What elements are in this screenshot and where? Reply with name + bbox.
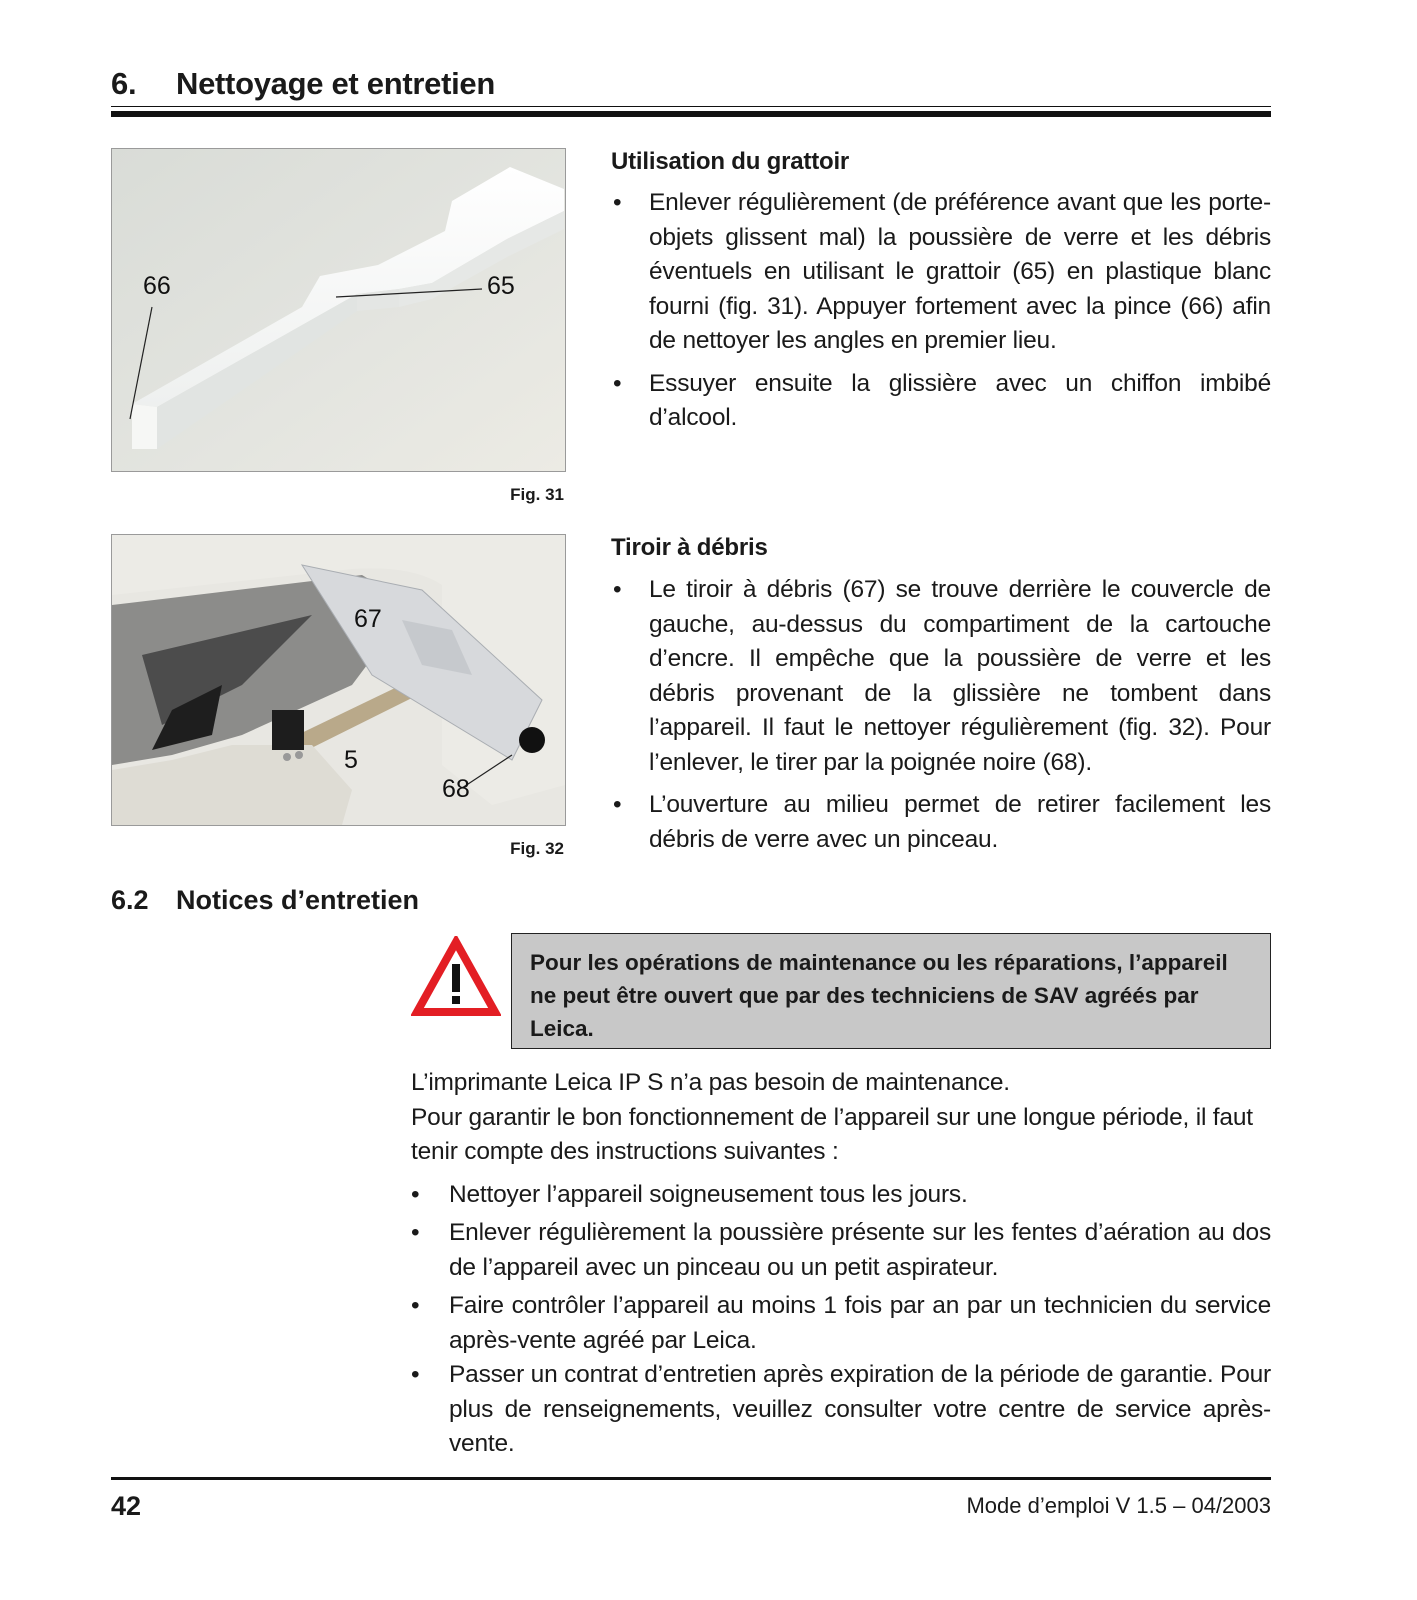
drawer-list — [611, 573, 1271, 857]
drawer-instructions — [611, 573, 1271, 865]
section-title: Notices d’entretien — [176, 885, 420, 915]
list-item: • Passer un contrat d’entretien après expiration de la période de garantie. Pour plus de renseignements, veuillez consulter votre centre de service après-vente. — [411, 1361, 1272, 1457]
page-number: 42 — [111, 1491, 142, 1521]
list-item: • Le tiroir à débris (67) se trouve derrière le couvercle de gauche, au-dessus du compartiment de la cartouche d’encre. Il empêche que la poussière de verre et les débris provenant de la glissière ne tombent dans l’appareil. Il faut le nettoyer régulièrement (fig. 32). Pour l’enlever, le tirer par la poignée noire (68). — [613, 576, 1271, 776]
list-item: • L’ouverture au milieu permet de retirer facilement les débris de verre avec un pinceau. — [613, 791, 1271, 853]
figure-31-caption: Fig. 31 — [510, 485, 564, 504]
figure-31-scraper-photo — [111, 148, 566, 472]
warning-box — [511, 933, 1271, 1049]
warning-triangle-icon — [411, 936, 501, 1018]
debris-drawer-illustration — [112, 535, 565, 825]
section-heading — [111, 885, 419, 916]
maintenance-line-1: L’imprimante Leica IP S n’a pas besoin de maintenance. — [411, 1069, 1010, 1096]
list-item: • Faire contrôler l’appareil au moins 1 fois par an par un technicien du service après-vente agréé par Leica. — [411, 1292, 1271, 1354]
footer-rule — [111, 1477, 1271, 1480]
callout-68: 68 — [442, 775, 470, 803]
chapter-heading — [111, 66, 1271, 102]
chapter-number: 6. — [111, 66, 137, 101]
figure-32-caption: Fig. 32 — [510, 839, 564, 858]
warning-text: Pour les opérations de maintenance ou les réparations, l’appareil ne peut être ouvert que par des techniciens de SAV agréés par Leica. — [530, 950, 1228, 1041]
callout-66: 66 — [143, 272, 171, 300]
manual-version: Mode d’emploi V 1.5 – 04/2003 — [966, 1493, 1271, 1518]
list-item: • Nettoyer l’appareil soigneusement tous les jours. — [411, 1180, 968, 1208]
list-item: • Essuyer ensuite la glissière avec un chiffon imbibé d’alcool. — [613, 369, 1271, 431]
scraper-instructions — [611, 186, 1271, 444]
chapter-title: Nettoyage et entretien — [176, 66, 495, 101]
maintenance-intro — [411, 1066, 1271, 1462]
figure-32-debris-drawer-photo — [111, 534, 566, 826]
scraper-heading: Utilisation du grattoir — [611, 148, 850, 175]
scraper-list — [611, 186, 1271, 436]
list-item: • Enlever régulièrement (de préférence avant que les porte-objets glissent mal) la poussière de verre et les débris éventuels en utilisant le grattoir (65) en plastique blanc fourni (fig. 31). Appuyer fortement avec la pince (66) afin de nettoyer les angles en premier lieu. — [613, 189, 1271, 354]
drawer-heading: Tiroir à débris — [611, 534, 768, 561]
section-number: 6.2 — [111, 885, 149, 915]
header-rule-thick — [111, 111, 1271, 117]
callout-67: 67 — [354, 605, 382, 633]
list-item: • Enlever régulièrement la poussière présente sur les fentes d’aération au dos de l’appareil avec un pinceau ou un petit aspirateur. — [411, 1219, 1271, 1281]
callout-65: 65 — [487, 272, 515, 300]
scraper-illustration — [112, 149, 565, 471]
header-rule-thin — [111, 106, 1271, 107]
maintenance-list — [411, 1178, 1271, 1462]
callout-5: 5 — [344, 746, 358, 774]
maintenance-line-2: Pour garantir le bon fonctionnement de l’appareil sur une longue période, il faut tenir compte des instructions suivantes : — [411, 1103, 1253, 1165]
